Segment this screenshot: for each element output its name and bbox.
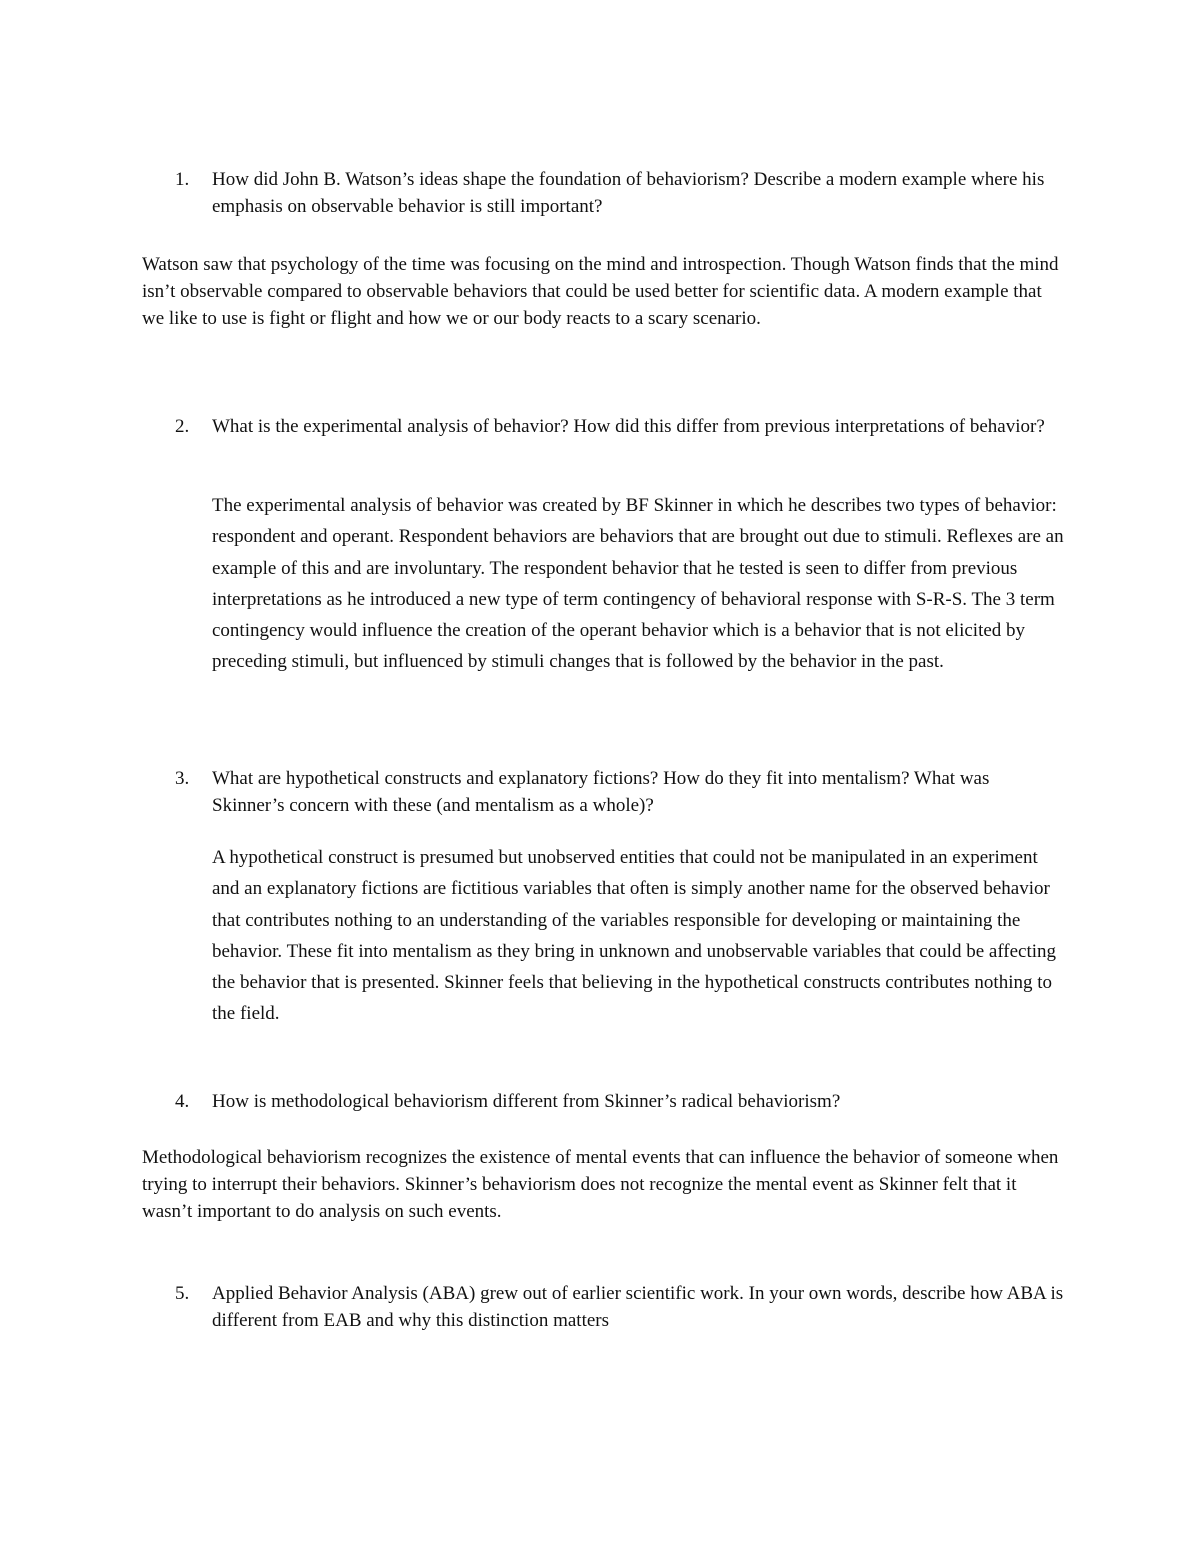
question-4-number: 4. bbox=[175, 1091, 190, 1112]
question-3-text: What are hypothetical constructs and explanatory fictions? How do they fit into mentalism? What was Skinner’s concern with these (and mentalism as a whole)? bbox=[212, 768, 990, 816]
answer-2: The experimental analysis of behavior was created by BF Skinner in which he describes two types of behavior: respondent and operant. Respondent behaviors are behaviors that are brought out due to stimuli. Reflexes are an example of this and are involuntary. The respondent behavior that he tested is seen to differ from previous interpretations as he introduced a new type of term contingency of behavioral response with S-R-S. The 3 term contingency would influence the creation of the operant behavior which is a behavior that is not elicited by preceding stimuli, but influenced by stimuli changes that is followed by the behavior in the past. bbox=[212, 495, 1064, 673]
answer-4: Methodological behaviorism recognizes the existence of mental events that can influence the behavior of someone when trying to interrupt their behaviors. Skinner’s behaviorism does not recognize the mental event as Skinner felt that it wasn’t important to do analysis on such events. bbox=[142, 1147, 1059, 1222]
question-5 bbox=[175, 1280, 1065, 1334]
question-3-number: 3. bbox=[175, 768, 190, 789]
question-4-text: How is methodological behaviorism different from Skinner’s radical behaviorism? bbox=[212, 1091, 841, 1112]
question-2-number: 2. bbox=[175, 416, 190, 437]
question-1-number: 1. bbox=[175, 169, 190, 190]
question-1-text: How did John B. Watson’s ideas shape the foundation of behaviorism? Describe a modern example where his emphasis on observable behavior is still important? bbox=[212, 169, 1045, 217]
question-1 bbox=[175, 166, 1065, 220]
answer-3: A hypothetical construct is presumed but unobserved entities that could not be manipulated in an experiment and an explanatory fictions are fictitious variables that often is simply another name for the observed behavior that contributes nothing to an understanding of the variables responsible for developing or maintaining the behavior. These fit into mentalism as they bring in unknown and unobservable variables that could be affecting the behavior that is presented. Skinner feels that believing in the hypothetical constructs contributes nothing to the field. bbox=[212, 847, 1057, 1025]
question-5-text: Applied Behavior Analysis (ABA) grew out of earlier scientific work. In your own words, describe how ABA is different from EAB and why this distinction matters bbox=[212, 1283, 1064, 1331]
question-5-number: 5. bbox=[175, 1283, 190, 1304]
question-4 bbox=[175, 1088, 1065, 1115]
question-3 bbox=[175, 765, 1065, 819]
question-2-text: What is the experimental analysis of behavior? How did this differ from previous interpretations of behavior? bbox=[212, 416, 1045, 437]
question-2 bbox=[175, 413, 1065, 440]
answer-1: Watson saw that psychology of the time was focusing on the mind and introspection. Though Watson finds that the mind isn’t observable compared to observable behaviors that could be used better for scientific data. A modern example that we like to use is fight or flight and how we or our body reacts to a scary scenario. bbox=[142, 254, 1059, 329]
